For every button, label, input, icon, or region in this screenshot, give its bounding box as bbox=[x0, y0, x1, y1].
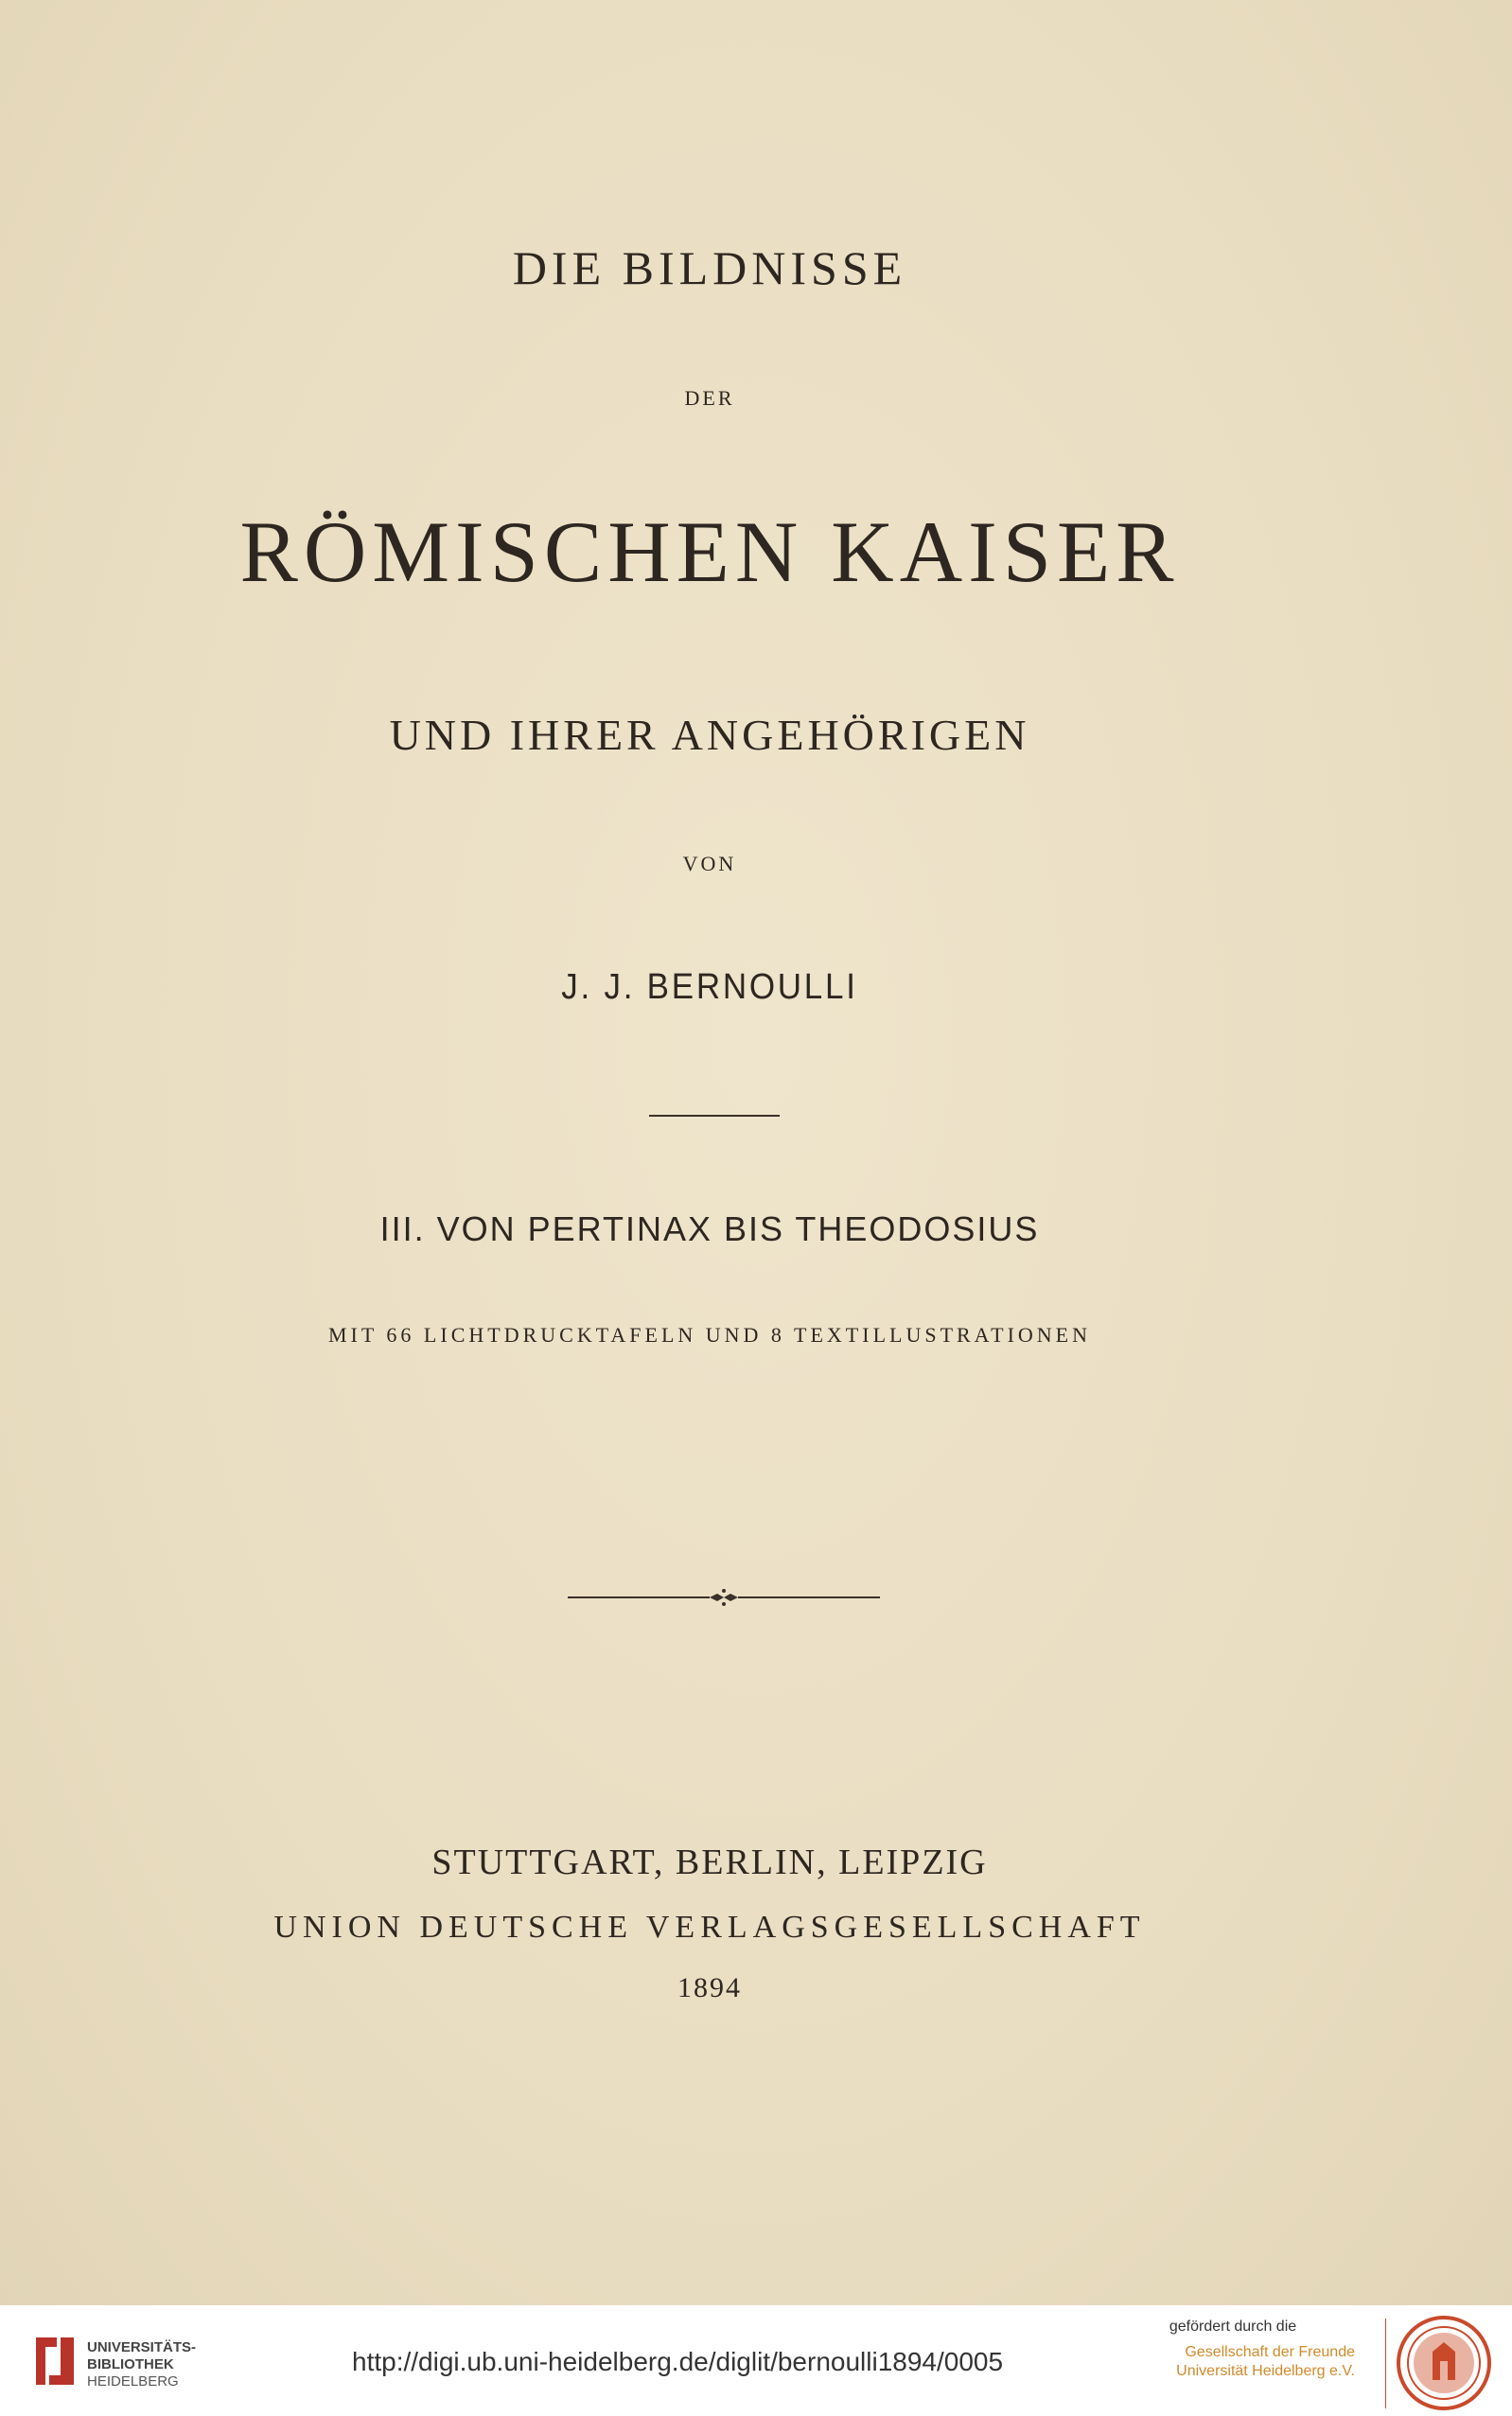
society-line-1: Gesellschaft der Freunde bbox=[1185, 2344, 1355, 2360]
library-line-1: UNIVERSITÄTS- bbox=[87, 2339, 197, 2355]
funded-by-label: gefördert durch die bbox=[1169, 2319, 1297, 2335]
ub-heidelberg-logo-icon[interactable] bbox=[28, 2328, 81, 2394]
university-seal-icon[interactable] bbox=[1395, 2314, 1493, 2412]
short-rule bbox=[649, 1115, 780, 1117]
library-name bbox=[87, 2339, 196, 2390]
library-line-3: HEIDELBERG bbox=[87, 2373, 179, 2390]
ornament-rule-icon bbox=[568, 1586, 880, 1609]
permalink-url[interactable]: http://digi.ub.uni-heidelberg.de/diglit/bernoulli1894/0005 bbox=[352, 2347, 1004, 2376]
footer-divider bbox=[1385, 2319, 1386, 2408]
plates-note: MIT 66 LICHTDRUCKTAFELN UND 8 TEXTILLUSTRATIONEN bbox=[328, 1323, 1091, 1347]
publication-year: 1894 bbox=[677, 1972, 742, 2003]
society-name[interactable] bbox=[1135, 2343, 1355, 2381]
publisher: UNION DEUTSCHE VERLAGSGESELLSCHAFT bbox=[273, 1910, 1146, 1945]
title-der: DER bbox=[684, 386, 735, 410]
publication-place: STUTTGART, BERLIN, LEIPZIG bbox=[431, 1843, 988, 1882]
volume-title: III. VON PERTINAX BIS THEODOSIUS bbox=[379, 1209, 1040, 1248]
title-line-3: UND IHRER ANGEHÖRIGEN bbox=[389, 711, 1030, 759]
author-name: J. J. BERNOULLI bbox=[561, 967, 858, 1007]
title-line-1: DIE BILDNISSE bbox=[512, 241, 907, 294]
library-line-2: BIBLIOTHEK bbox=[87, 2356, 174, 2372]
title-line-2: RÖMISCHEN KAISER bbox=[239, 503, 1180, 600]
author-von: VON bbox=[682, 852, 737, 875]
society-line-2: Universität Heidelberg e.V. bbox=[1176, 2363, 1355, 2379]
